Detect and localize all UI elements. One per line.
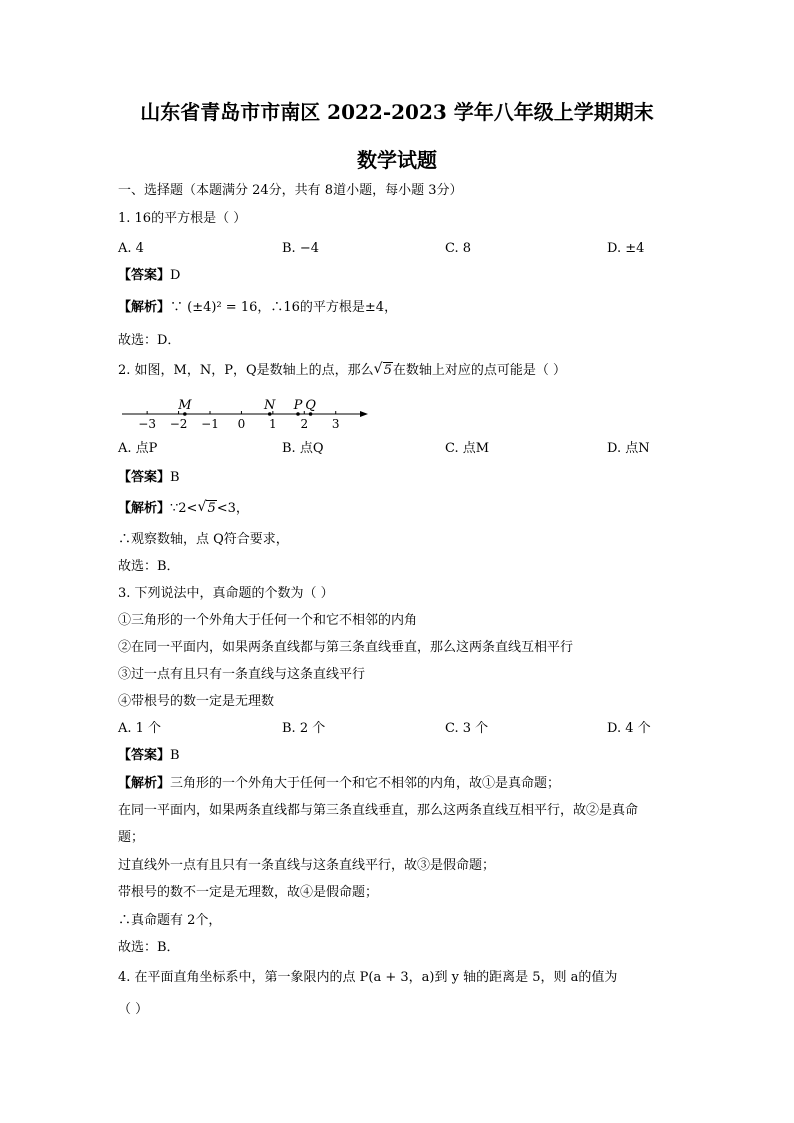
q4-stem-line-2: （ ） bbox=[118, 1002, 149, 1017]
point-label-p: P bbox=[293, 398, 303, 413]
tick-label: 2 bbox=[300, 417, 309, 431]
section-heading: 一、选择题（本题满分 24分，共有 8道小题，每小题 3分） bbox=[118, 183, 463, 198]
q3-stem: 3. 下列说法中，真命题的个数为（ ） bbox=[118, 586, 334, 601]
q1-option-c: C. 8 bbox=[445, 241, 472, 256]
q2-observation: ∴观察数轴，点 Q符合要求， bbox=[118, 532, 289, 547]
q3-analysis-line-2: 在同一平面内，如果两条直线都与第三条直线垂直，那么这两条直线互相平行，故②是真命 bbox=[118, 803, 639, 818]
q3-analysis-line-7: 故选：B． bbox=[118, 940, 180, 955]
tick-label: 3 bbox=[331, 417, 340, 431]
q3-analysis-line-5: 带根号的数不一定是无理数，故④是假命题； bbox=[118, 885, 379, 900]
q3-analysis-line-4: 过直线外一点有且只有一条直线与这条直线平行，故③是假命题； bbox=[118, 858, 496, 873]
point-label-n: N bbox=[264, 398, 276, 413]
tick-label: −2 bbox=[169, 417, 188, 431]
q3-analysis-line-3: 题； bbox=[118, 830, 145, 845]
sqrt-radicand: 5 bbox=[383, 363, 392, 378]
q2-option-a: A. 点P bbox=[118, 441, 158, 456]
q2-stem-part-b: 在数轴上对应的点可能是（ ） bbox=[392, 363, 567, 378]
q3-answer bbox=[118, 747, 180, 765]
analysis-part-a: ∵2< bbox=[170, 501, 198, 516]
q2-stem bbox=[118, 362, 566, 380]
analysis-label: 【解析】 bbox=[118, 776, 171, 791]
q2-analysis bbox=[118, 500, 249, 518]
q1-option-b: B. −4 bbox=[282, 241, 319, 256]
q3-item-4: ④带根号的数一定是无理数 bbox=[118, 694, 275, 709]
point-label-m: M bbox=[178, 398, 192, 413]
analysis-text: ∵ (±4)² = 16，∴16的平方根是±4， bbox=[170, 300, 398, 315]
tick-label: −1 bbox=[201, 417, 219, 431]
sqrt-radicand: 5 bbox=[207, 501, 216, 516]
tick-label: −3 bbox=[138, 417, 156, 431]
q2-option-b: B. 点Q bbox=[282, 441, 324, 456]
title-line-1: 山东省青岛市市南区 2022-2023 学年八年级上学期期末 bbox=[140, 100, 654, 124]
number-line-arrow-icon bbox=[360, 411, 368, 417]
analysis-label: 【解析】 bbox=[118, 501, 171, 516]
q1-analysis bbox=[118, 299, 397, 317]
q1-stem: 1. 16的平方根是（ ） bbox=[118, 211, 247, 226]
number-line-figure bbox=[118, 392, 378, 434]
q2-stem-part-a: 2. 如图，M，N，P，Q是数轴上的点，那么 bbox=[118, 363, 374, 378]
q2-conclusion: 故选：B． bbox=[118, 559, 180, 574]
sqrt-expression: √ 5 bbox=[373, 361, 392, 378]
q1-option-d: D. ±4 bbox=[607, 241, 645, 256]
analysis-label: 【解析】 bbox=[118, 300, 171, 315]
answer-label: 【答案】 bbox=[118, 470, 171, 485]
q3-item-1: ①三角形的一个外角大于任何一个和它不相邻的内角 bbox=[118, 613, 418, 628]
q3-option-a: A. 1 个 bbox=[118, 721, 162, 736]
q3-option-c: C. 3 个 bbox=[445, 721, 489, 736]
answer-value: D bbox=[170, 268, 181, 283]
q3-option-b: B. 2 个 bbox=[282, 721, 326, 736]
tick-label: 0 bbox=[237, 417, 246, 431]
q1-answer bbox=[118, 267, 180, 285]
q3-item-3: ③过一点有且只有一条直线与这条直线平行 bbox=[118, 667, 366, 682]
analysis-part-b: <3， bbox=[216, 501, 249, 516]
answer-label: 【答案】 bbox=[118, 748, 171, 763]
sqrt-expression: √ 5 bbox=[197, 499, 216, 516]
point-label-q: Q bbox=[305, 398, 316, 413]
q3-analysis-line-6: ∴真命题有 2个， bbox=[118, 913, 222, 928]
q1-option-a: A. 4 bbox=[118, 241, 144, 256]
q3-option-d: D. 4 个 bbox=[607, 721, 651, 736]
title-line-2: 数学试题 bbox=[357, 148, 437, 172]
tick-label: 1 bbox=[269, 417, 277, 431]
q2-option-c: C. 点M bbox=[445, 441, 490, 456]
q2-answer bbox=[118, 469, 180, 487]
answer-value: B bbox=[170, 470, 180, 485]
q2-option-d: D. 点N bbox=[607, 441, 650, 456]
answer-label: 【答案】 bbox=[118, 268, 171, 283]
q4-stem: 4. 在平面直角坐标系中，第一象限内的点 P(a + 3，a)到 y 轴的距离是 5，则 a的值为 bbox=[118, 970, 618, 985]
q1-conclusion: 故选：D． bbox=[118, 333, 181, 348]
q3-item-2: ②在同一平面内，如果两条直线都与第三条直线垂直，那么这两条直线互相平行 bbox=[118, 640, 574, 655]
q3-analysis-line-1 bbox=[118, 775, 560, 793]
analysis-text: 三角形的一个外角大于任何一个和它不相邻的内角，故①是真命题； bbox=[170, 776, 561, 791]
answer-value: B bbox=[170, 748, 180, 763]
